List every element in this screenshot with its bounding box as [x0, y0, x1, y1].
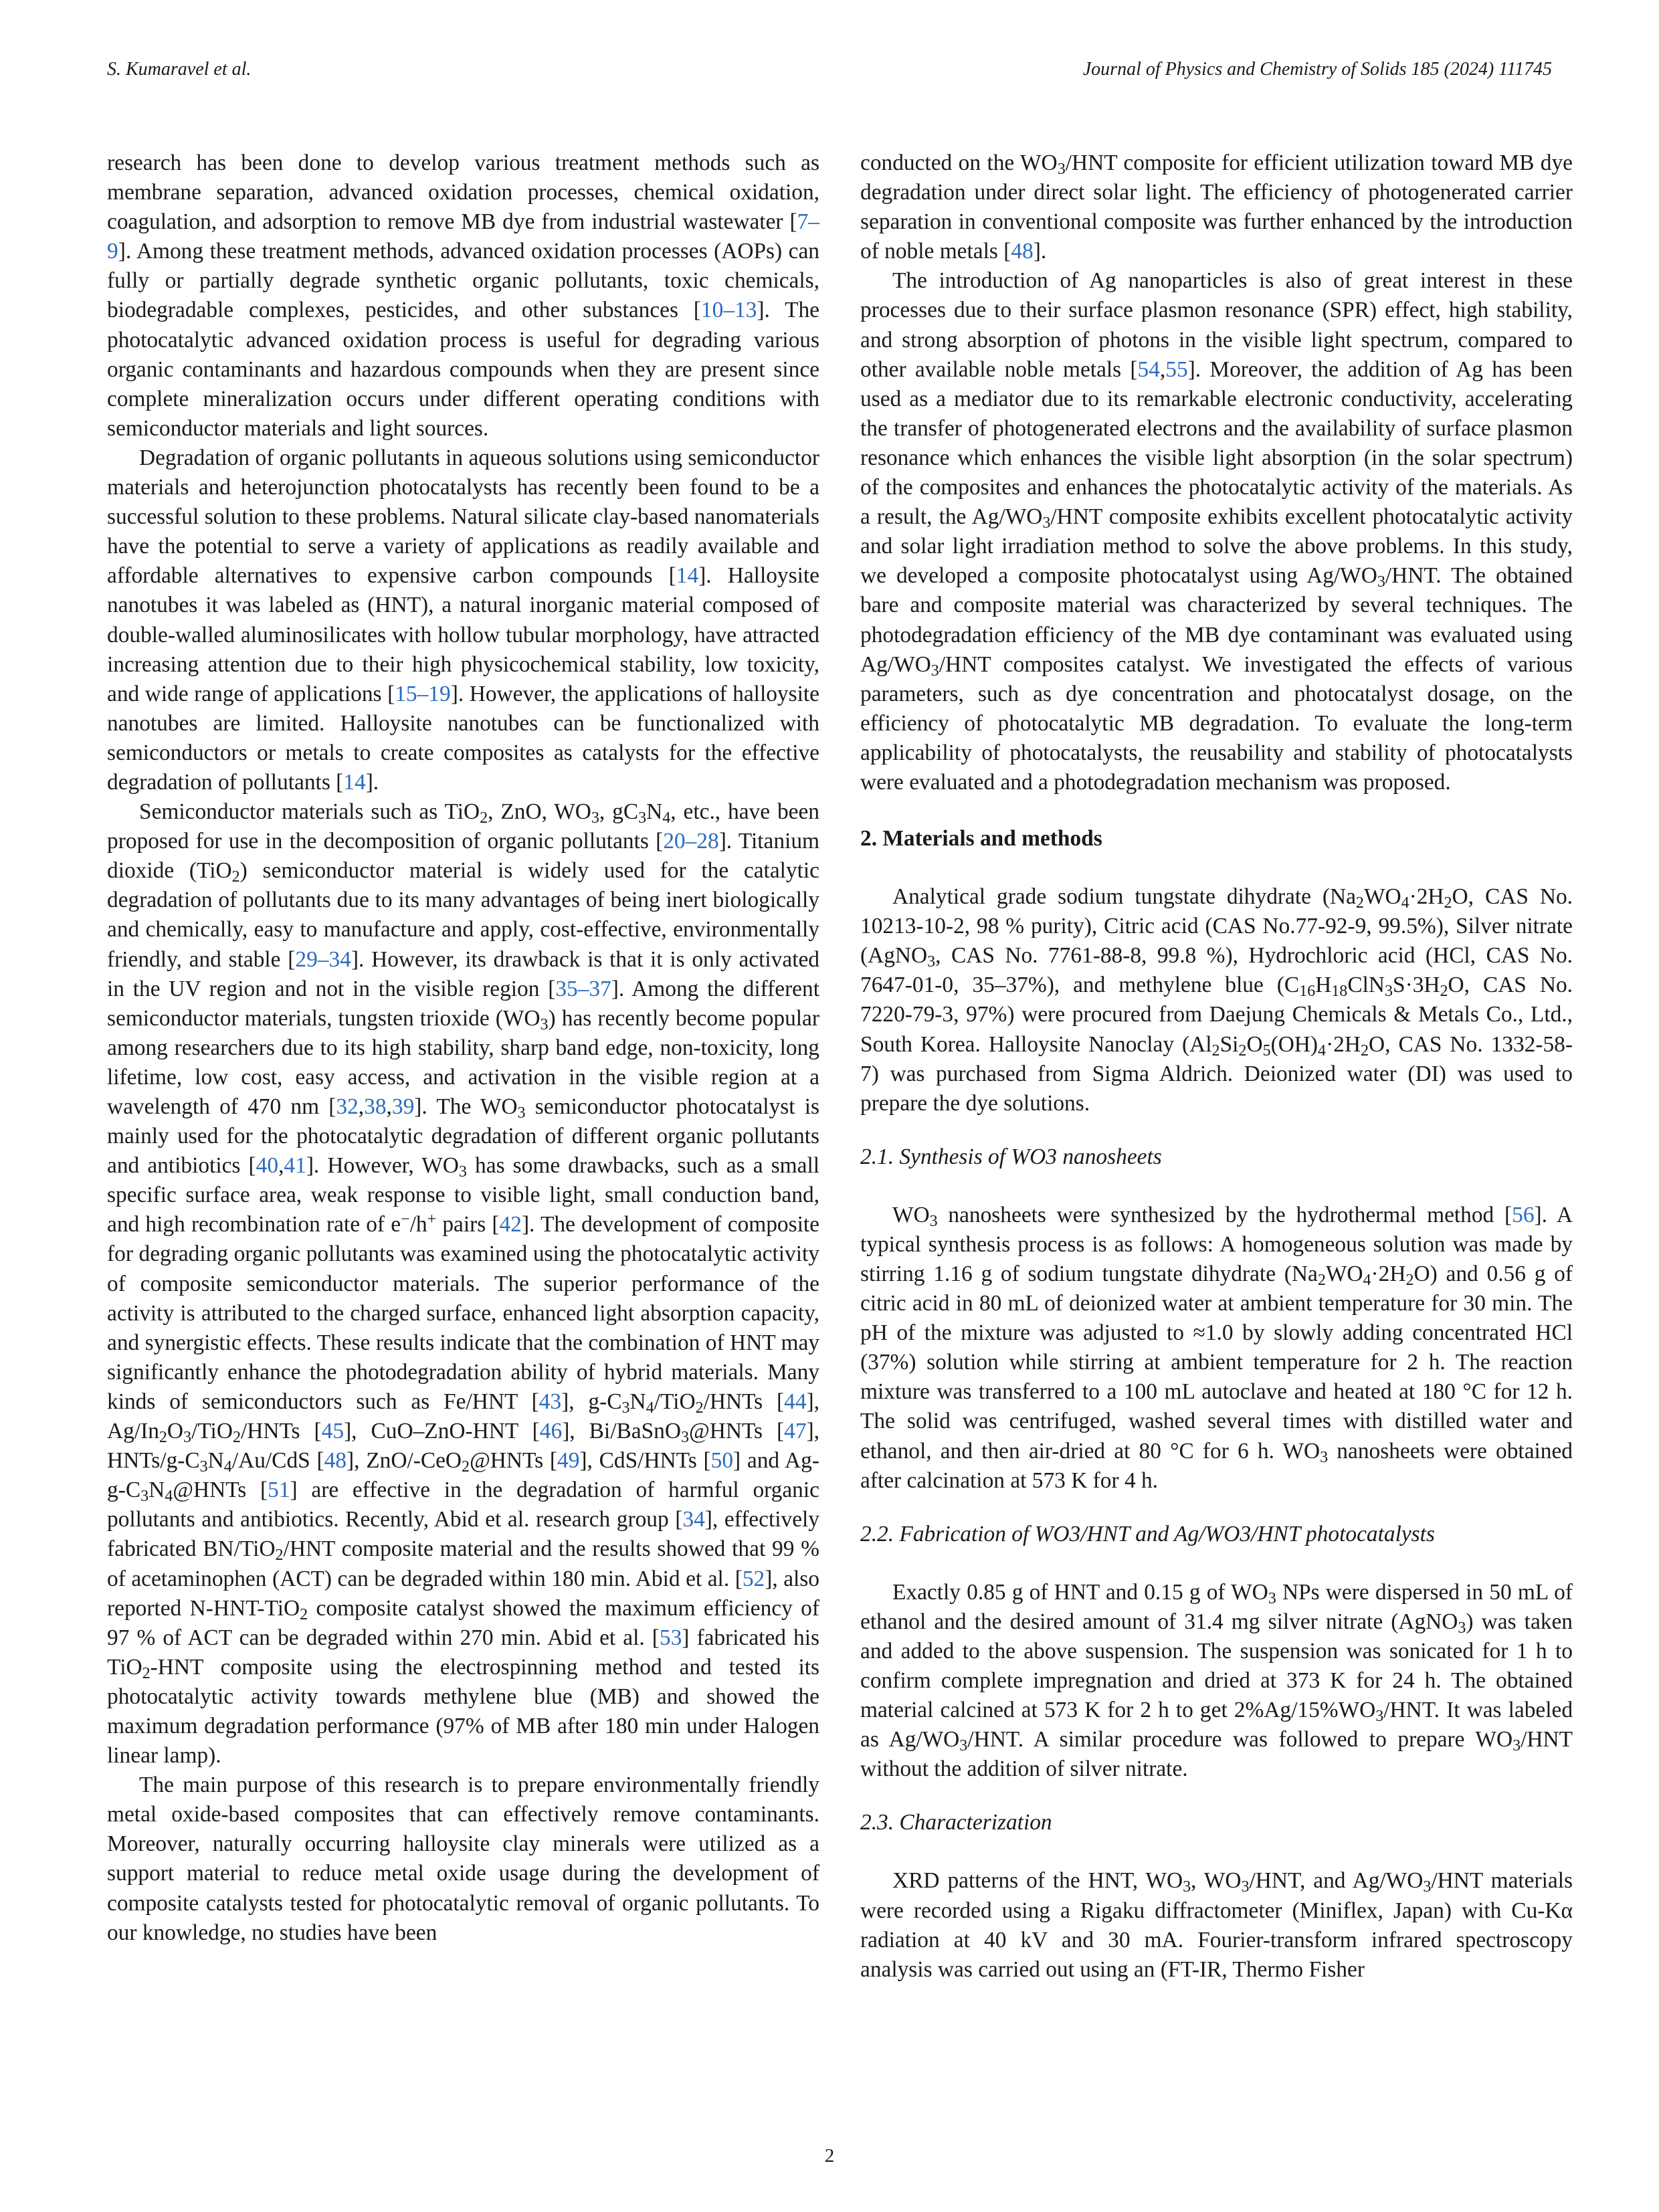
citation-link[interactable]: 48: [324, 1448, 347, 1474]
citation-link[interactable]: 52: [742, 1566, 765, 1591]
citation-link[interactable]: 54: [1137, 357, 1160, 382]
subsection-heading-fabrication: 2.2. Fabrication of WO3/HNT and Ag/WO3/HNT photocatalysts: [860, 1521, 1435, 1546]
citation-link[interactable]: 42: [499, 1212, 522, 1237]
citation-link[interactable]: 10–13: [700, 298, 757, 323]
citation-link[interactable]: 48: [1011, 239, 1034, 264]
citation-link[interactable]: 40: [256, 1153, 279, 1179]
citation-link[interactable]: 49: [557, 1448, 580, 1474]
paragraph-purpose: The main purpose of this research is to prepare environmentally friendly metal oxide-based composites that can effectively remove contaminants. Moreover, naturally occurring halloysite clay minerals were utilized as a support material to reduce metal oxide usage during the development of composite catalysts tested for photocatalytic removal of organic pollutants. To our knowledge, no studies have been: [107, 1773, 819, 1945]
subsection-heading-synthesis: 2.1. Synthesis of WO3 nanosheets: [860, 1144, 1162, 1169]
citation-link[interactable]: 7–9: [107, 209, 819, 264]
citation-link[interactable]: 53: [659, 1625, 682, 1650]
citation-link[interactable]: 35–37: [555, 976, 611, 1001]
section-heading-materials-methods: 2. Materials and methods: [860, 826, 1102, 851]
paragraph-silver-nanoparticles: The introduction of Ag nanoparticles is also of great interest in these processes due to their surface plasmon resonance (SPR) effect, high stability, and strong absorption of photons in the visible light spectrum, compared to other available noble metals [54,55]. Moreover, the addition of Ag has been used as a mediator due to its remarkable electronic conductivity, accelerating the transfer of photogenerated electrons and the availability of surface plasmon resonance which enhances the visible light absorption (in the solar spectrum) of the composites and enhances the photocatalytic activity of the materials. As a result, the $Ag/WO_3$/HNT composite exhibits excellent photocatalytic activity and solar light irradiation method to solve the above problems. In this study, we developed a composite photocatalyst using $Ag/WO_3$/HNT. The obtained bare and composite material was characterized by several techniques. The photodegradation efficiency of the MB dye contaminant was evaluated using $Ag/WO_3$/HNT composites catalyst. We investigated the effects of various parameters, such as dye concentration and photocatalyst dosage, on the efficiency of photocatalytic MB degradation. To evaluate the long-term applicability of photocatalysts, the reusability and stability of photocatalysts were evaluated and a photodegradation mechanism was proposed.: [860, 268, 1573, 795]
paragraph-halloysite: Degradation of organic pollutants in aqueous solutions using semiconductor materials and heterojunction photocatalysts has recently been found to be a successful solution to these problems. Natural silicate clay-based nanomaterials have the potential to serve a variety of applications as readily available and affordable alternatives to expensive carbon compounds [14]. Halloysite nanotubes it was labeled as (HNT), a natural inorganic material composed of double-walled aluminosilicates with hollow tubular morphology, have attracted increasing attention due to their high physicochemical stability, low toxicity, and wide range of applications [15–19]. However, the applications of halloysite nanotubes are limited. Halloysite nanotubes can be functionalized with semiconductors or metals to create composites as catalysts for the effective degradation of pollutants [14].: [107, 445, 819, 795]
paragraph-intro-continued: research has been done to develop various treatment methods such as membrane separation, advanced oxidation processes, chemical oxidation, coagulation, and adsorption to remove MB dye from industrial wastewater [7–9]. Among these treatment methods, advanced oxidation processes (AOPs) can fully or partially degrade synthetic organic pollutants, toxic chemicals, biodegradable complexes, pesticides, and other substances [10–13]. The photocatalytic advanced oxidation process is useful for degrading various organic contaminants and hazardous compounds when they are present since complete mineralization occurs under different operating conditions with semiconductor materials and light sources.: [107, 150, 819, 441]
citation-link[interactable]: 43: [539, 1389, 562, 1414]
right-column: [860, 148, 1573, 1985]
citation-link[interactable]: 50: [710, 1448, 734, 1474]
citation-link[interactable]: 34: [682, 1507, 705, 1532]
page-number: 2: [824, 2145, 835, 2167]
paragraph-purpose-continued: conducted on the $WO_3$/HNT composite for efficient utilization toward MB dye degradation under direct solar light. The efficiency of photogenerated carrier separation in conventional composite was further enhanced by the introduction of noble metals [48].: [860, 150, 1573, 264]
citation-link[interactable]: 47: [784, 1419, 807, 1444]
paragraph-materials: Analytical grade sodium tungstate dihydrate ($Na_2WO_4\cdot 2H_2O$, CAS No. 10213-10-2, 98 % purity), Citric acid (CAS No.77-92-9, 99.5%), Silver nitrate (AgNO$_3$, CAS No. 7761-88-8, 99.8 %), Hydrochloric acid (HCl, CAS No. 7647-01-0, 35–37%), and methylene blue ($C_{16}H_{18}ClN_3S\cdot 3H_2O$, CAS No. 7220-79-3, 97%) were procured from Daejung Chemicals & Metals Co., Ltd., South Korea. Halloysite Nanoclay ($Al_2Si_2O_5(OH)_4\cdot 2H_2O$, CAS No. 1332-58-7) was purchased from Sigma Aldrich. Deionized water (DI) was used to prepare the dye solutions.: [860, 884, 1573, 1116]
left-column: [107, 148, 819, 1948]
citation-link[interactable]: 14: [343, 769, 366, 795]
paragraph-fabrication: Exactly 0.85 g of HNT and 0.15 g of $WO_3$ NPs were dispersed in 50 mL of ethanol and the desired amount of 31.4 mg silver nitrate (AgNO$_3$) was taken and added to the above suspension. The suspension was sonicated for 1 h to confirm complete impregnation and dried at 373 K for 24 h. The obtained material calcined at 573 K for 2 h to get $2\%Ag/15\%WO_3$/HNT. It was labeled as $Ag/WO_3$/HNT. A similar procedure was followed to prepare $WO_3$/HNT without the addition of silver nitrate.: [860, 1579, 1573, 1782]
citation-link[interactable]: 39: [391, 1094, 415, 1119]
citation-link[interactable]: 38: [364, 1094, 387, 1119]
paragraph-characterization: XRD patterns of the HNT, $WO_3$, $WO_3$/HNT, and $Ag/WO_3$/HNT materials were recorded using a Rigaku diffractometer (Miniflex, Japan) with Cu-Kα radiation at 40 kV and 30 mA. Fourier-transform infrared spectroscopy analysis was carried out using an (FT-IR, Thermo Fisher: [860, 1868, 1573, 1982]
citation-link[interactable]: 44: [784, 1389, 807, 1414]
citation-link[interactable]: 15–19: [395, 681, 451, 706]
citation-link[interactable]: 29–34: [295, 946, 351, 972]
running-header-journal: Journal of Physics and Chemistry of Solids 185 (2024) 111745: [1082, 59, 1552, 80]
paragraph-semiconductors: Semiconductor materials such as TiO$_2$, ZnO, $WO_3$, $gC_3N_4$, etc., have been proposed for use in the decomposition of organic pollutants [20–28]. Titanium dioxide (TiO$_2$) semiconductor material is widely used for the catalytic degradation of pollutants due to its many advantages of being inert biologically and chemically, easy to manufacture and apply, cost-effective, environmentally friendly, and stable [29–34]. However, its drawback is that it is only activated in the UV region and not in the visible region [35–37]. Among the different semiconductor materials, tungsten trioxide $(WO_3)$ has recently become popular among researchers due to its high stability, sharp band edge, non-toxicity, long lifetime, low cost, easy access, and activation in the visible region at a wavelength of 470 nm [32,38,39]. The $WO_3$ semiconductor photocatalyst is mainly used for the photocatalytic degradation of different organic pollutants and antibiotics [40,41]. However, $WO_3$ has some drawbacks, such as a small specific surface area, weak response to visible light, small conduction band, and high recombination rate of e−/h+ pairs [42]. The development of composite for degrading organic pollutants was examined using the photocatalytic activity of composite semiconductor materials. The superior performance of the activity is attributed to the charged surface, enhanced light absorption capacity, and synergistic effects. These results indicate that the combination of HNT may significantly enhance the photodegradation ability of hybrid materials. Many kinds of semiconductors such as Fe/HNT [43], $g-C_3N_4/TiO_2$/HNTs [44], $Ag/In_2O_3/TiO_2$/HNTs [45], CuO–ZnO-HNT [46], Bi/BaSnO$_3$@HNTs [47], HNTs/$g-C_3N_4/Au$/CdS [48], ZnO/-CeO$_2$@HNTs [49], CdS/HNTs [50] and $Ag-g-C_3N_4@HNTs$ [51] are effective in the degradation of harmful organic pollutants and antibiotics. Recently, Abid et al. research group [34], effectively fabricated BN/TiO$_2$/HNT composite material and the results showed that 99 % of acetaminophen (ACT) can be degraded within 180 min. Abid et al. [52], also reported N-HNT-TiO$_2$ composite catalyst showed the maximum efficiency of 97 % of ACT can be degraded within 270 min. Abid et al. [53] fabricated his TiO$_2$-HNT composite using the electrospinning method and tested its photocatalytic activity towards methylene blue (MB) and showed the maximum degradation performance (97% of MB after 180 min under Halogen linear lamp).: [107, 799, 820, 1769]
paragraph-synthesis: $WO_3$ nanosheets were synthesized by the hydrothermal method [56]. A typical synthesis process is as follows: A homogeneous solution was made by stirring 1.16 g of sodium tungstate dihydrate $(Na_2WO_4\cdot 2H_2O)$ and 0.56 g of citric acid in 80 mL of deionized water at ambient temperature for 30 min. The pH of the mixture was adjusted to ≈1.0 by slowly adding concentrated HCl (37%) solution while stirring at ambient temperature for 2 h. The reaction mixture was transferred to a 100 mL autoclave and heated at 180 °C for 12 h. The solid was centrifuged, washed several times with distilled water and ethanol, and then air-dried at 80 °C for 6 h. $WO_3$ nanosheets were obtained after calcination at 573 K for 4 h.: [860, 1202, 1573, 1493]
citation-link[interactable]: 20–28: [663, 829, 719, 854]
citation-link[interactable]: 56: [1512, 1202, 1535, 1227]
citation-link[interactable]: 41: [284, 1153, 306, 1179]
running-header-authors: S. Kumaravel et al.: [107, 59, 252, 80]
citation-link[interactable]: 46: [539, 1419, 563, 1444]
citation-link[interactable]: 45: [321, 1419, 345, 1444]
citation-link[interactable]: 51: [268, 1478, 290, 1503]
subsection-heading-characterization: 2.3. Characterization: [860, 1810, 1052, 1835]
citation-link[interactable]: 14: [676, 563, 699, 589]
citation-link[interactable]: 55: [1165, 357, 1188, 382]
citation-link[interactable]: 32: [336, 1094, 359, 1119]
